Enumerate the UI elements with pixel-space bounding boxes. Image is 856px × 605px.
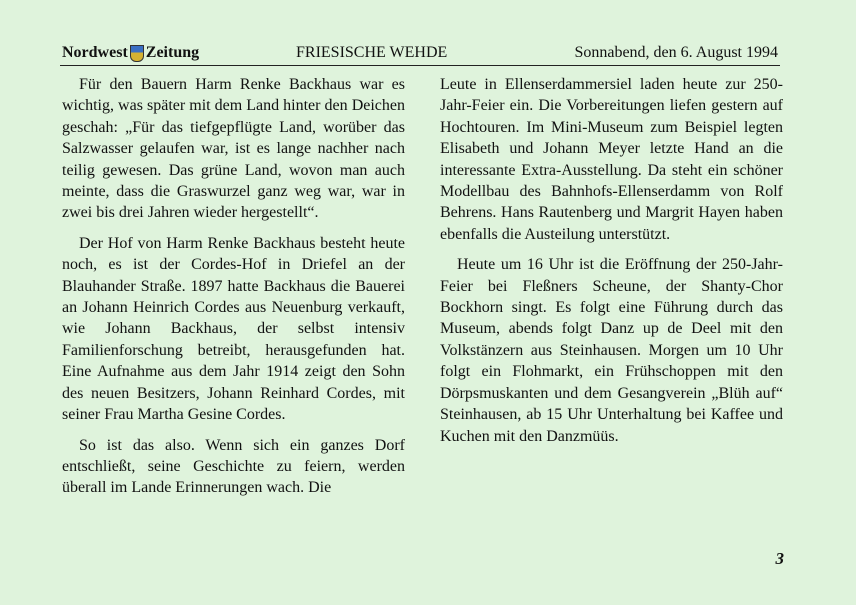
paragraph: Heute um 16 Uhr ist die Eröffnung der 250-Jahr-Feier bei Fleßners Scheune, der Shanty-Chor Bockhorn singt. Es folgt eine Führung durch das Museum, abends folgt Danz up de Deel mit den Volkstänzern aus Steinhausen. Morgen um 10 Uhr folgt ein Flohmarkt, ein Frühschoppen mit den Dörpsmuskanten und dem Gesangverein „Blüh auf“ Steinhausen, ab 15 Uhr Unterhaltung bei Kaffee und Kuchen mit den Danzmüüs. (440, 256, 783, 445)
brand-name-left: Nordwest (62, 44, 128, 61)
issue-date: Sonnabend, den 6. August 1994 (574, 44, 778, 61)
paragraph: Der Hof von Harm Renke Backhaus besteht heute noch, es ist der Cordes-Hof in Driefel an der Blauhander Straße. 1897 hatte Backhaus die Bauerei an Johann Heinrich Cordes aus Neuenburg verkauft, wie Johann Backhaus, der selbst intensiv Familienforschung betreibt, herausgefunden hat. Eine Aufnahme aus dem Jahr 1914 zeigt den Sohn des neuen Besitzers, Johann Reinhard Cordes, mit seiner Frau Martha Gesine Cordes. (62, 234, 405, 424)
crest-icon (130, 45, 144, 62)
newspaper-brand (62, 44, 199, 62)
page-header (60, 43, 780, 66)
paragraph: Für den Bauern Harm Renke Backhaus war es wichtig, was später mit dem Land hinter den Deichen geschah: „Für das tiefgepflügte Land, worüber das Salzwasser gelaufen war, ist es lange nachher nach teilig gewesen. Das grüne Land, wovon man auch meinte, dass die Graswurzel ganz weg war, war in zwei bis drei Jahren wieder hergestellt“. (62, 76, 405, 222)
section-title: FRIESISCHE WEHDE (296, 44, 448, 61)
page-number: 3 (775, 549, 784, 568)
left-column (62, 74, 405, 508)
paragraph: Leute in Ellenserdammersiel laden heute zur 250-Jahr-Feier ein. Die Vorbereitungen liefen gestern auf Hochtouren. Im Mini-Museum zum Beispiel legten Elisabeth und Johann Meyer letzte Hand an die interessante Extra-Ausstellung. Da steht ein schöner Modellbau des Bahnhofs-Ellenserdamm von Rolf Behrens. Hans Rautenberg und Margrit Hayen haben ebenfalls die Austeilung unterstützt. (440, 76, 783, 243)
brand-name-right: Zeitung (145, 44, 200, 61)
right-column (440, 74, 783, 456)
paragraph: So ist das also. Wenn sich ein ganzes Dorf entschließt, seine Geschichte zu feiern, werden überall im Lande Erinnerungen wach. Die (62, 436, 405, 497)
